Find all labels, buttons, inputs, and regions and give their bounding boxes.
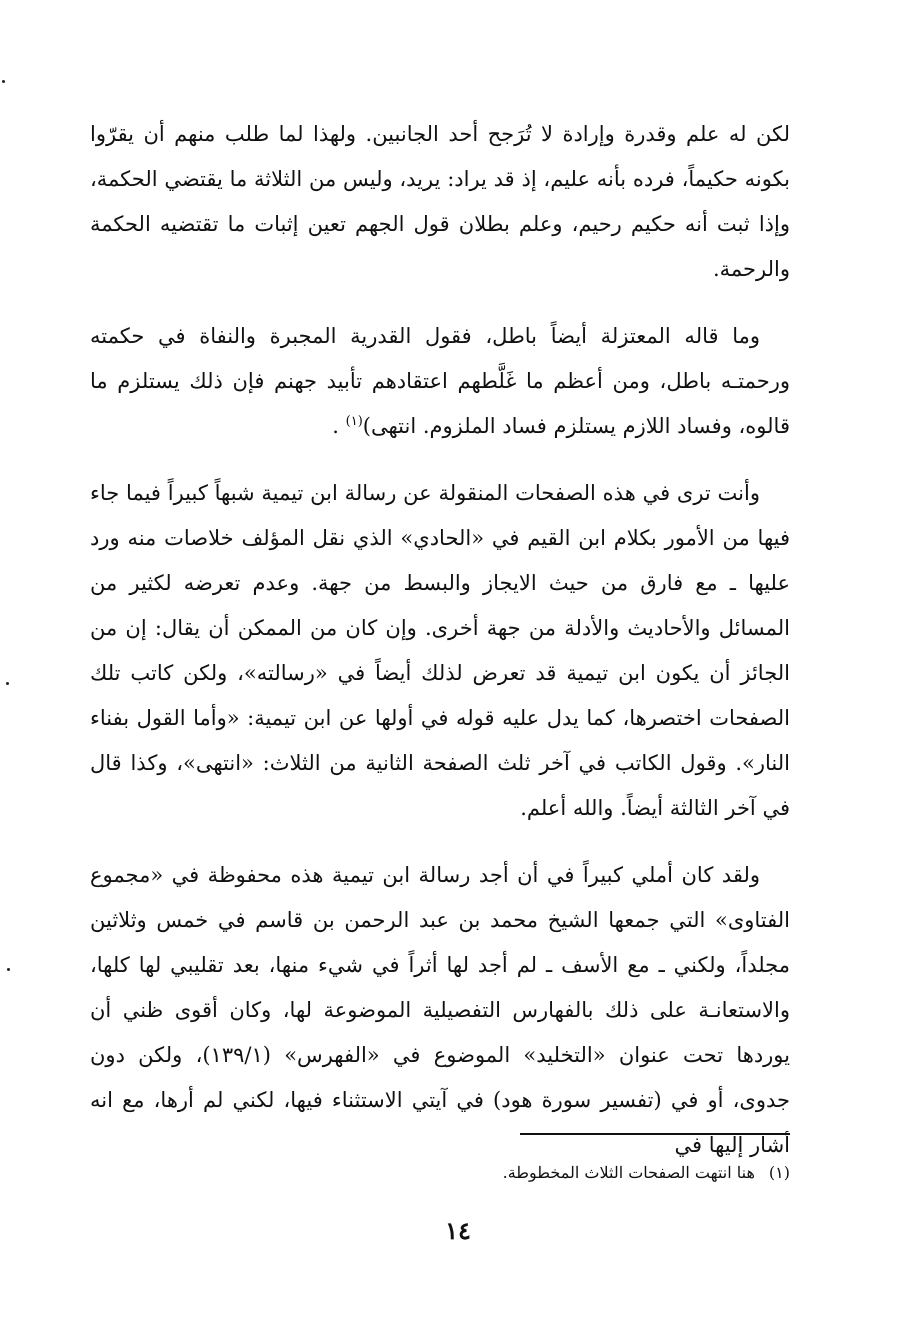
footnote-separator bbox=[520, 1133, 790, 1135]
paragraph-2 bbox=[90, 314, 790, 449]
page-number: ١٤ bbox=[445, 1216, 471, 1245]
paragraph-1: لكن له علم وقدرة وإرادة لا تُرَجح أحد الجانبين. ولهذا لما طلب منهم أن يقرّوا بكونه حكيماً، فرده بأنه عليم، إذ قد يراد: يريد، وليس من الثلاثة ما يقتضي الحكمة، وإذا ثبت أنه حكيم رحيم، وعلم بطلان قول الجهم تعين إثبات ما تقتضيه الحكمة والرحمة. bbox=[90, 122, 790, 281]
footnote-reference: (١) bbox=[345, 414, 363, 429]
paragraph-2-text: وما قاله المعتزلة أيضاً باطل، فقول القدرية المجبرة والنفاة في حكمته ورحمتـه باطل، ومن أعظم ما غَلَّطهم اعتقادهم تأبيد جهنم فإن ذلك يستلزم ما قالوه، وفساد اللازم يستلزم فساد الملزوم. انتهى) bbox=[90, 324, 790, 438]
page-body bbox=[90, 112, 790, 1190]
footnote-number: (١) bbox=[768, 1163, 790, 1182]
footnote-text: هنا انتهت الصفحات الثلاث المخطوطة. bbox=[502, 1163, 755, 1182]
scan-speck bbox=[2, 80, 5, 83]
paragraph-3: وأنت ترى في هذه الصفحات المنقولة عن رسالة ابن تيمية شبهاً كبيراً فيما جاء فيها من الأمور بكلام ابن القيم في «الحادي» الذي نقل المؤلف خلاصات منه ورد عليها ـ مع فارق من حيث الايجاز والبسط من جهة. وعدم تعرضه لكثير من المسائل والأحاديث والأدلة من جهة أخرى. وإن كان من الممكن أن يقال: إن من الجائز أن يكون ابن تيمية قد تعرض لذلك أيضاً في «رسالته»، ولكن كاتب تلك الصفحات اختصرها، كما يدل عليه قوله في أولها عن ابن تيمية: «وأما القول بفناء النار». وقول الكاتب في آخر ثلث الصفحة الثانية من الثلاث: «انتهى»، وكذا قال في آخر الثالثة أيضاً. والله أعلم. bbox=[90, 481, 790, 820]
scan-speck bbox=[7, 968, 10, 971]
scan-speck bbox=[6, 682, 9, 685]
footnote bbox=[90, 1160, 790, 1186]
paragraph-4: ولقد كان أملي كبيراً في أن أجد رسالة ابن تيمية هذه محفوظة في «مجموع الفتاوى» التي جمعها الشيخ محمد بن عبد الرحمن بن قاسم في خمس وثلاثين مجلداً، ولكني ـ مع الأسف ـ لم أجد لها أثراً في شيء منها، بعد تقليبي لها كلها، والاستعانـة على ذلك بالفهارس التفصيلية الموضوعة لها، وكان أقوى ظني أن يوردها تحت عنوان «التخليد» الموضوع في «الفهرس» (١٣٩/١)، ولكن دون جدوى، أو في (تفسير سورة هود) في آيتي الاستثناء فيها، لكني لم أرها، مع انه أشار إليها في bbox=[90, 863, 791, 1157]
paragraph-2-end: . bbox=[332, 414, 339, 438]
